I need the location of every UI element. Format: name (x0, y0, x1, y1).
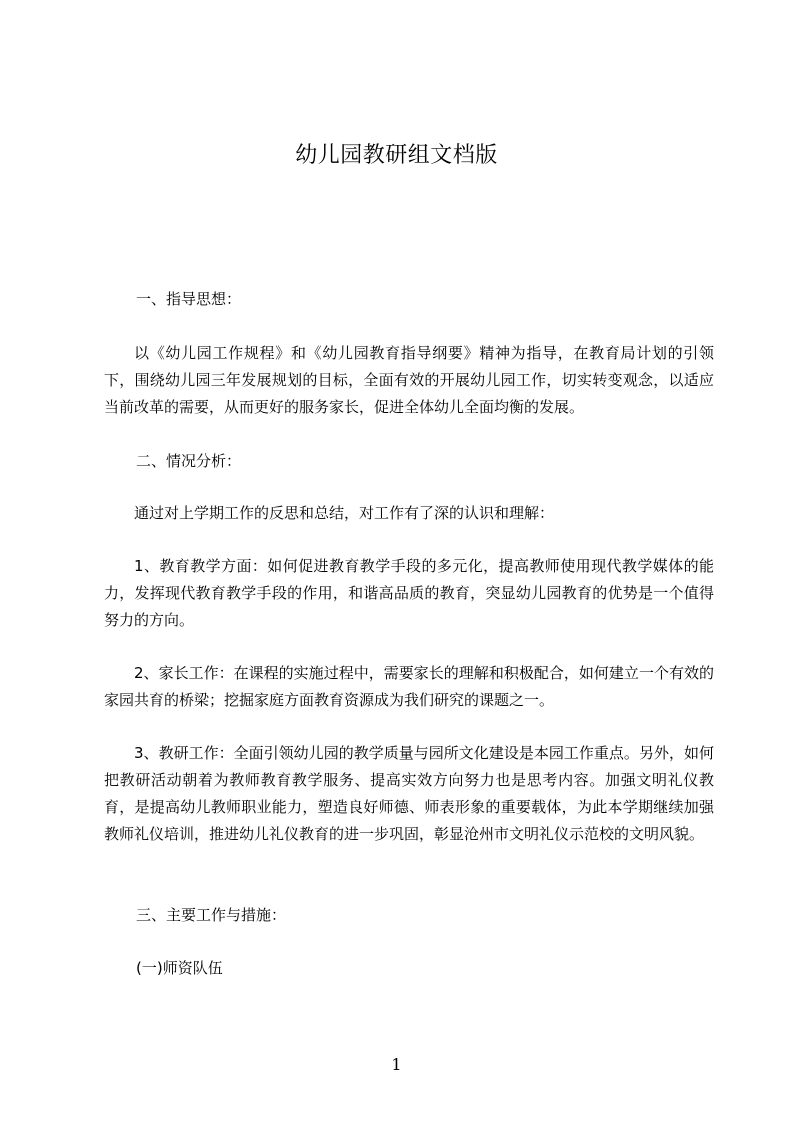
document-title: 幼儿园教研组文档版 (295, 143, 498, 168)
paragraph-analysis-item-2: 2、家长工作：在课程的实施过程中，需要家长的理解和积极配合，如何建立一个有效的家园共育的桥梁；挖掘家庭方面教育资源成为我们研究的课题之一。 (104, 664, 714, 709)
paragraph-analysis-item-3: 3、教研工作：全面引领幼儿园的教学质量与园所文化建设是本园工作重点。另外，如何把教研活动朝着为教师教育教学服务、提高实效方向努力也是思考内容。加强文明礼仪教育，是提高幼儿教师职业能力，塑造良好师德、师表形象的重要载体，为此本学期继续加强教师礼仪培训，推进幼儿礼仪教育的进一步巩固，彰显沧州市文明礼仪示范校的文明风貌。 (104, 744, 714, 843)
paragraph-analysis-intro: 通过对上学期工作的反思和总结，对工作有了深的认识和理解： (134, 504, 555, 522)
page-number: 1 (391, 1055, 402, 1074)
paragraph-analysis-item-1: 1、教育教学方面：如何促进教育教学手段的多元化，提高教师使用现代教学媒体的能力，发挥现代教育教学手段的作用，和谐高品质的教育，突显幼儿园教育的优势是一个值得努力的方向。 (104, 557, 714, 629)
section-heading-analysis: 二、情况分析： (136, 452, 242, 470)
section-heading-measures: 三、主要工作与措施： (136, 906, 287, 924)
paragraph-guiding: 以《幼儿园工作规程》和《幼儿园教育指导纲要》精神为指导，在教育局计划的引领下，围绕幼儿园三年发展规划的目标，全面有效的开展幼儿园工作，切实转变观念，以适应当前改革的需要，从而更好的服务家长，促进全体幼儿全面均衡的发展。 (104, 344, 714, 416)
subsection-heading-teachers: (一)师资队伍 (136, 959, 223, 977)
section-heading-guiding: 一、指导思想： (136, 290, 242, 308)
